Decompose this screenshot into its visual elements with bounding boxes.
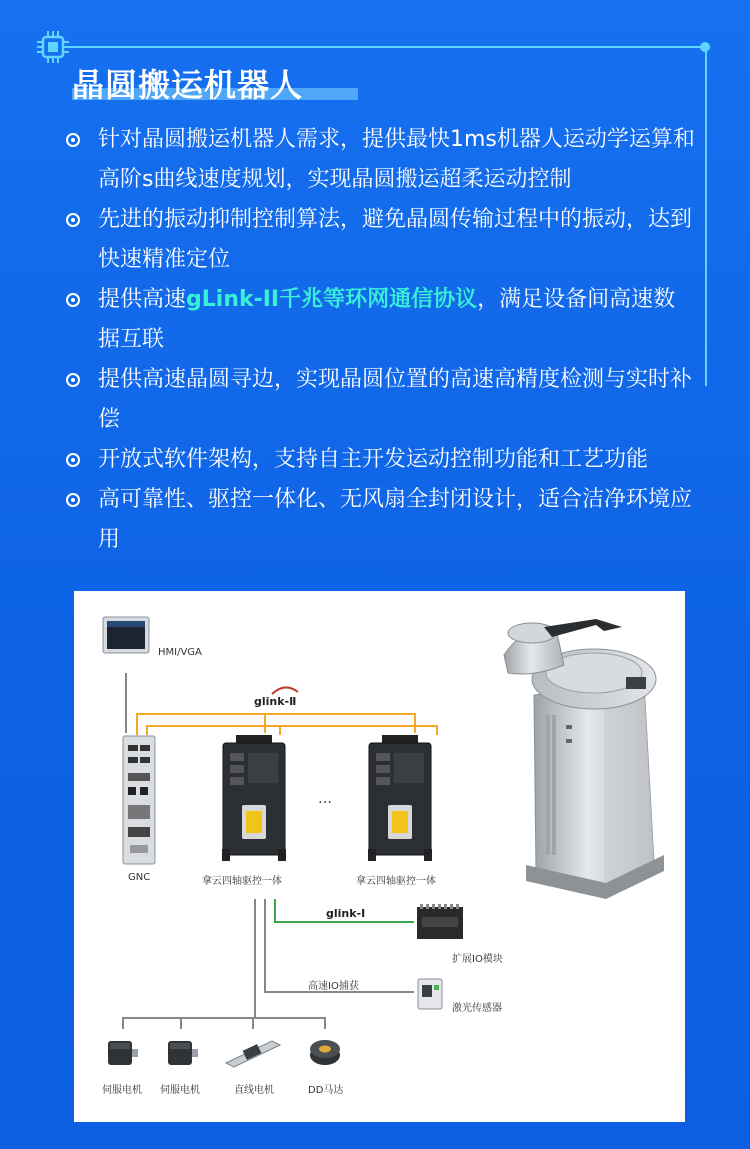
divider-dot xyxy=(700,42,710,52)
page-title-block xyxy=(72,60,303,106)
feature-item xyxy=(66,280,696,360)
motor-drop-1 xyxy=(122,1017,124,1029)
drive-unit-2-icon xyxy=(368,735,432,863)
motor-drop-2 xyxy=(180,1017,182,1029)
glink2-drop-drive1 xyxy=(264,713,266,733)
gnc-label: GNC xyxy=(128,872,151,883)
glink2-drop2-gnc xyxy=(146,725,148,735)
feature-text-prefix: 提供高速 xyxy=(98,287,187,312)
glink2-bus-bottom xyxy=(146,725,436,727)
feature-text: 开放式软件架构，支持自主开发运动控制功能和工艺功能 xyxy=(98,447,649,472)
hmi-monitor-icon xyxy=(102,616,150,656)
bullet-icon xyxy=(66,293,80,307)
glink2-drop2-drive2 xyxy=(436,725,438,735)
glink2-drop2-drive1 xyxy=(279,725,281,735)
servo-motor-1-icon xyxy=(106,1035,140,1069)
bullet-icon xyxy=(66,213,80,227)
laser-sensor-label: 激光传感器 xyxy=(452,1003,502,1014)
hmi-wire xyxy=(125,673,127,733)
glink-swoosh-icon xyxy=(270,685,300,695)
feature-text: 提供高速晶圆寻边，实现晶圆位置的高速高精度检测与实时补偿 xyxy=(98,367,693,432)
feature-item xyxy=(66,480,696,560)
chip-icon xyxy=(36,30,70,64)
gnc-controller-icon xyxy=(122,735,156,865)
drive-unit-2-label: 拿云四轴驱控一体 xyxy=(356,876,436,887)
glink1-wire xyxy=(274,921,414,923)
drive-unit-1-label: 拿云四轴驱控一体 xyxy=(202,876,282,887)
feature-text: 针对晶圆搬运机器人需求，提供最快1ms机器人运动学运算和高阶s曲线速度规划，实现晶圆搬运超柔运动控制 xyxy=(98,127,695,192)
feature-item xyxy=(66,440,696,480)
feature-highlight: gLink-II千兆等环网通信协议 xyxy=(186,287,478,312)
motor-label-2: 伺服电机 xyxy=(160,1085,200,1096)
motor-label-4: DD马达 xyxy=(308,1085,344,1096)
motor-drop-4 xyxy=(324,1017,326,1029)
hmi-label: HMI/VGA xyxy=(158,647,202,658)
feature-list xyxy=(66,120,696,560)
glink2-drop-gnc xyxy=(136,713,138,735)
motor-label-1: 伺服电机 xyxy=(102,1085,142,1096)
bullet-icon xyxy=(66,453,80,467)
feature-item xyxy=(66,120,696,200)
io-capture-drop xyxy=(264,899,266,991)
system-diagram-panel xyxy=(74,591,685,1122)
page-title: 晶圆搬运机器人 xyxy=(72,66,304,104)
io-module-icon xyxy=(416,903,464,943)
bullet-icon xyxy=(66,133,80,147)
motor-bus xyxy=(122,1017,326,1019)
side-divider-line xyxy=(705,46,707,386)
feature-text-suffix: ，满足设备间高速数据互联 xyxy=(98,287,676,352)
motor-drop-3 xyxy=(252,1017,254,1029)
glink2-label: glink-Ⅱ xyxy=(254,695,297,708)
servo-motor-2-icon xyxy=(166,1035,200,1069)
glink2-drop-drive2 xyxy=(414,713,416,733)
linear-motor-icon xyxy=(224,1035,282,1071)
bullet-icon xyxy=(66,493,80,507)
glink1-drop xyxy=(274,899,276,921)
bullet-icon xyxy=(66,373,80,387)
motor-bus-drop xyxy=(254,899,256,1017)
feature-text: 先进的振动抑制控制算法，避免晶圆传输过程中的振动，达到快速精准定位 xyxy=(98,207,693,272)
more-units-ellipsis: … xyxy=(318,791,332,807)
wafer-robot-image xyxy=(494,615,684,915)
laser-sensor-icon xyxy=(416,975,446,1013)
feature-text: 高可靠性、驱控一体化、无风扇全封闭设计，适合洁净环境应用 xyxy=(98,487,693,552)
motor-label-3: 直线电机 xyxy=(234,1085,274,1096)
glink1-label: glink-Ⅰ xyxy=(326,907,366,920)
glink2-bus-top xyxy=(136,713,416,715)
drive-unit-1-icon xyxy=(222,735,286,863)
header-divider-line xyxy=(68,46,710,48)
dd-motor-icon xyxy=(308,1037,342,1067)
io-module-label: 扩展IO模块 xyxy=(452,954,503,965)
io-capture-label: 高速IO捕获 xyxy=(308,981,359,992)
feature-item xyxy=(66,200,696,280)
feature-item xyxy=(66,360,696,440)
